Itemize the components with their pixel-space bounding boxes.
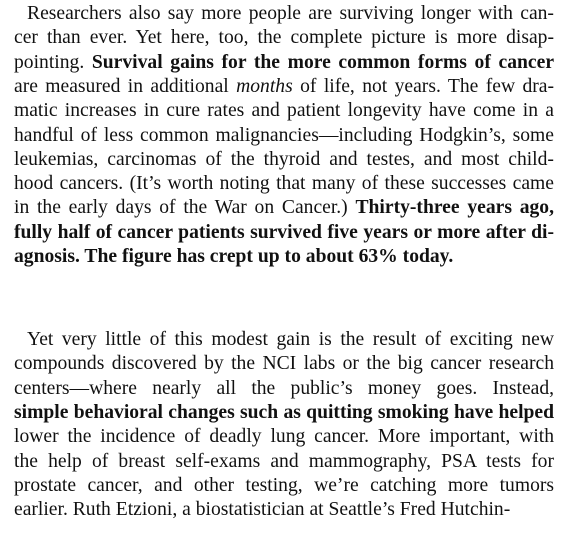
text-line bbox=[14, 425, 554, 449]
text-line bbox=[27, 2, 554, 26]
text-line bbox=[14, 377, 554, 401]
text-line bbox=[14, 474, 554, 498]
bold-text: Thirty-three years ago, bbox=[355, 197, 554, 219]
text-line bbox=[27, 328, 554, 352]
text-line bbox=[14, 51, 554, 75]
text-run: in the early days of the War on Cancer.) bbox=[14, 197, 356, 219]
text-line bbox=[14, 221, 554, 245]
text-line bbox=[14, 124, 554, 148]
text-line bbox=[14, 26, 554, 50]
bold-text: agnosis. The figure has crept up to about 63% today. bbox=[14, 246, 454, 267]
text-line bbox=[14, 498, 510, 522]
text-run: handful of less common malignancies—including Hodgkin’s, some bbox=[14, 124, 554, 146]
italic-text: months bbox=[236, 75, 293, 97]
text-run: lower the incidence of deadly lung cancer. More important, with bbox=[14, 426, 555, 448]
text-run: hood cancers. (It’s worth noting that many of these successes came bbox=[14, 173, 554, 195]
text-line bbox=[14, 172, 554, 196]
text-line bbox=[14, 401, 554, 425]
text-run: leukemias, carcinomas of the thyroid and testes, and most child- bbox=[14, 148, 554, 170]
bold-text: simple behavioral changes such as quitting smoking have helped bbox=[14, 401, 555, 423]
bold-text: Survival gains for the more common forms of cancer bbox=[91, 51, 555, 73]
text-line bbox=[14, 352, 554, 376]
text-run: of life, not years. The few dra- bbox=[292, 75, 555, 97]
text-run: earlier. Ruth Etzioni, a biostatistician at Seattle’s Fred Hutchin- bbox=[14, 499, 511, 521]
bold-text: fully half of cancer patients survived five years or more after di- bbox=[14, 221, 554, 243]
text-run: cer than ever. Yet here, too, the complete picture is more disap- bbox=[14, 27, 555, 49]
text-run: Researchers also say more people are surviving longer with can- bbox=[27, 3, 554, 24]
text-line bbox=[14, 196, 554, 220]
text-run: Yet very little of this modest gain is the result of exciting new bbox=[27, 329, 554, 350]
text-run: matic increases in cure rates and patient longevity have come in a bbox=[14, 100, 554, 122]
text-run: prostate cancer, and other testing, we’re catching more tumors bbox=[14, 474, 555, 496]
text-run: pointing. bbox=[14, 51, 92, 73]
text-line bbox=[14, 245, 453, 269]
text-line bbox=[14, 75, 554, 99]
text-line bbox=[14, 148, 554, 172]
text-run: the help of breast self-exams and mammography, PSA tests for bbox=[14, 450, 554, 472]
text-run: compounds discovered by the NCI labs or the big cancer research bbox=[14, 353, 554, 375]
text-run: centers—where nearly all the public’s money goes. Instead, bbox=[14, 377, 555, 399]
text-line bbox=[14, 99, 554, 123]
text-line bbox=[14, 450, 554, 474]
text-run: are measured in additional bbox=[14, 75, 237, 97]
